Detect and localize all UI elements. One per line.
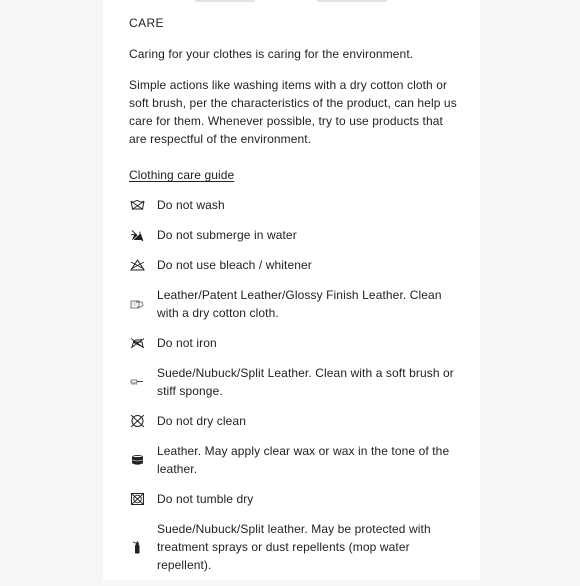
care-item-text: Do not use bleach / whitener — [157, 258, 312, 272]
care-item-text: Leather. May apply clear wax or wax in the tone of the leather. — [157, 444, 450, 476]
wax-tin-icon — [129, 453, 145, 467]
care-item-text: Leather/Patent Leather/Glossy Finish Leather. Clean with a dry cotton cloth. — [157, 288, 442, 320]
care-item-text: Do not tumble dry — [157, 492, 254, 506]
soft-brush-icon — [129, 375, 145, 389]
care-item-wax-tin — [129, 442, 459, 478]
top-edge — [103, 0, 480, 4]
top-divider-left — [195, 0, 255, 2]
care-item-spray-bottle — [129, 520, 459, 574]
cotton-cloth-icon — [129, 297, 145, 311]
clothing-care-guide-link[interactable]: Clothing care guide — [129, 168, 235, 182]
care-item-text: Suede/Nubuck/Split Leather. Clean with a soft brush or stiff sponge. — [157, 366, 454, 398]
top-divider-right — [317, 0, 387, 2]
care-item-do-not-submerge — [129, 226, 459, 244]
care-item-do-not-iron — [129, 334, 459, 352]
description-text: Simple actions like washing items with a dry cotton cloth or soft brush, per the characteristics of the product, can help us care for them. Whenever possible, try to use products that are respectful of the environment. — [129, 78, 457, 146]
do-not-bleach-icon — [129, 258, 145, 272]
care-item-text: Do not submerge in water — [157, 228, 297, 242]
care-item-text: Do not iron — [157, 336, 217, 350]
care-panel — [103, 0, 480, 580]
care-item-soft-brush — [129, 364, 459, 400]
care-item-text: Suede/Nubuck/Split leather. May be protected with treatment sprays or dust repellents (mop water repellent). — [157, 522, 431, 572]
do-not-dry-clean-icon — [129, 414, 145, 428]
do-not-submerge-icon — [129, 228, 145, 242]
care-instructions-list — [129, 196, 459, 574]
care-item-cotton-cloth — [129, 286, 459, 322]
care-item-text: Do not wash — [157, 198, 225, 212]
section-title: CARE — [129, 16, 164, 30]
do-not-tumble-dry-icon — [129, 492, 145, 506]
care-content — [129, 14, 459, 586]
care-item-do-not-tumble-dry — [129, 490, 459, 508]
intro-text: Caring for your clothes is caring for the environment. — [129, 47, 414, 61]
do-not-iron-icon — [129, 336, 145, 350]
care-item-do-not-dry-clean — [129, 412, 459, 430]
do-not-wash-icon — [129, 198, 145, 212]
care-item-do-not-wash — [129, 196, 459, 214]
spray-bottle-icon — [129, 540, 145, 554]
care-item-do-not-bleach — [129, 256, 459, 274]
care-item-text: Do not dry clean — [157, 414, 246, 428]
